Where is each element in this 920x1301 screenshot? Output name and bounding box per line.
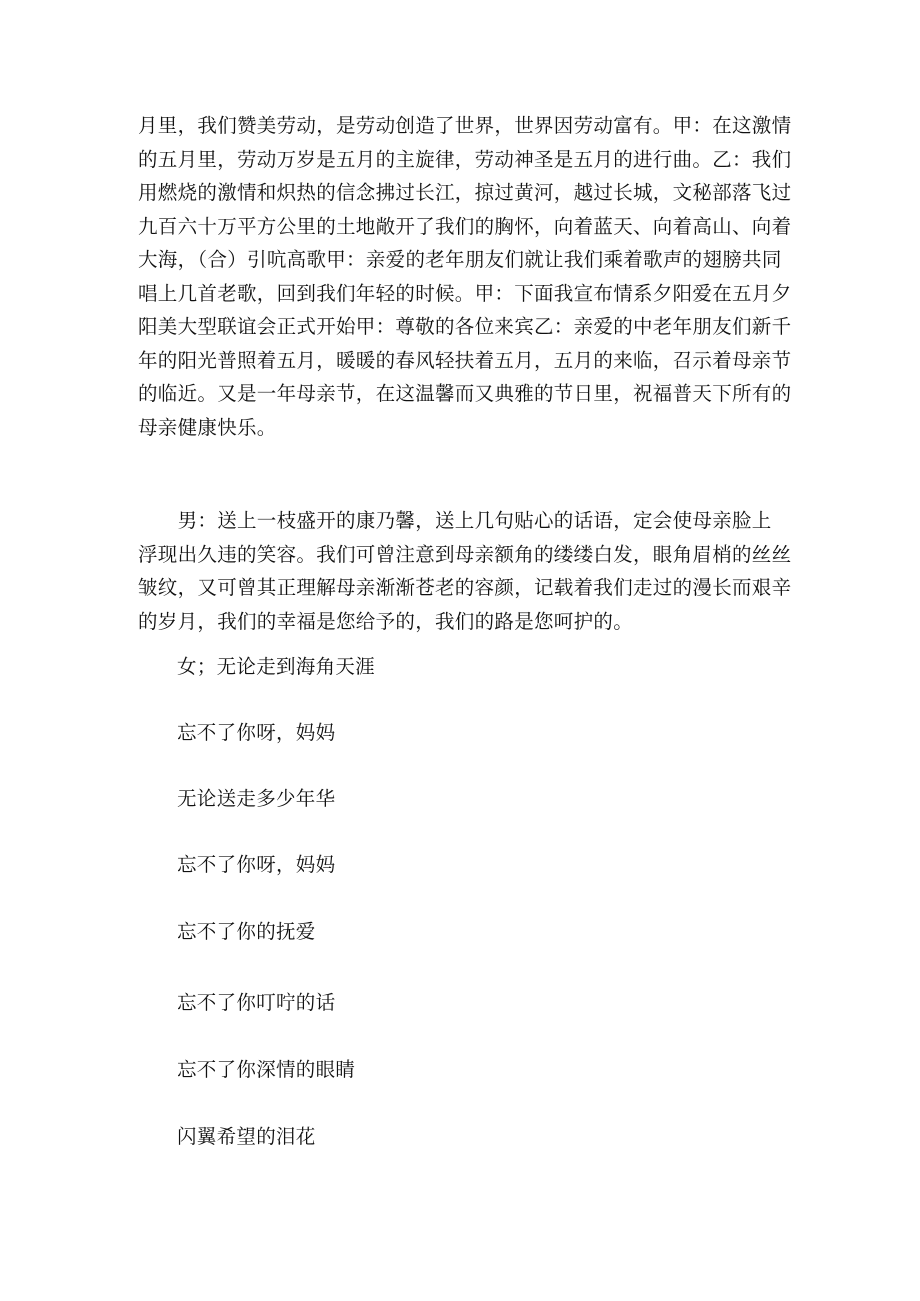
- paragraph-2: [138, 504, 792, 638]
- verse-line: 忘不了你的抚爱: [177, 920, 316, 943]
- paragraph-line: 唱上几首老歌，回到我们年轻的时候。甲：下面我宣布情系夕阳爱在五月夕: [138, 281, 792, 305]
- paragraph-line: 母亲健康快乐。: [138, 415, 277, 439]
- verse-line: 忘不了你深情的眼睛: [177, 1058, 356, 1081]
- paragraph-line: 皱纹，又可曾其正理解母亲渐渐苍老的容颜，记载着我们走过的漫长而艰辛: [138, 576, 792, 599]
- verse-line: 无论送走多少年华: [177, 787, 336, 810]
- paragraph-1: [138, 109, 792, 444]
- paragraph-line: 的岁月，我们的幸福是您给予的，我们的路是您呵护的。: [138, 609, 634, 633]
- paragraph-line: 的临近。又是一年母亲节，在这温馨而又典雅的节日里，祝福普天下所有的: [138, 382, 792, 405]
- paragraph-line: 用燃烧的激情和炽热的信念拂过长江，掠过黄河，越过长城，文秘部落飞过: [138, 181, 792, 204]
- paragraph-line: 男：送上一枝盛开的康乃馨，送上几句贴心的话语，定会使母亲脸上: [138, 509, 772, 532]
- paragraph-line: 的五月里，劳动万岁是五月的主旋律，劳动神圣是五月的进行曲。乙：我们: [138, 147, 792, 171]
- verse-line: 忘不了你叮咛的话: [177, 991, 336, 1014]
- paragraph-line: 阳美大型联谊会正式开始甲：尊敬的各位来宾乙：亲爱的中老年朋友们新千: [138, 315, 792, 338]
- verse-line: 忘不了你呀，妈妈: [177, 721, 336, 744]
- verse-line: 闪翼希望的泪花: [177, 1125, 316, 1148]
- paragraph-line: 浮现出久违的笑容。我们可曾注意到母亲额角的缕缕白发，眼角眉梢的丝丝: [138, 542, 792, 566]
- paragraph-line: 年的阳光普照着五月，暖暖的春风轻扶着五月，五月的来临，召示着母亲节: [138, 348, 792, 372]
- paragraph-line: 月里，我们赞美劳动，是劳动创造了世界，世界因劳动富有。甲：在这激情: [138, 114, 792, 137]
- verse-line: 忘不了你呀，妈妈: [177, 853, 336, 876]
- paragraph-line: 九百六十万平方公里的土地敞开了我们的胸怀，向着蓝天、向着高山、向着: [138, 214, 792, 238]
- verse-line: 女；无论走到海角天涯: [177, 655, 376, 678]
- paragraph-line: 大海，（合）引吭高歌甲：亲爱的老年朋友们就让我们乘着歌声的翅膀共同: [138, 248, 782, 271]
